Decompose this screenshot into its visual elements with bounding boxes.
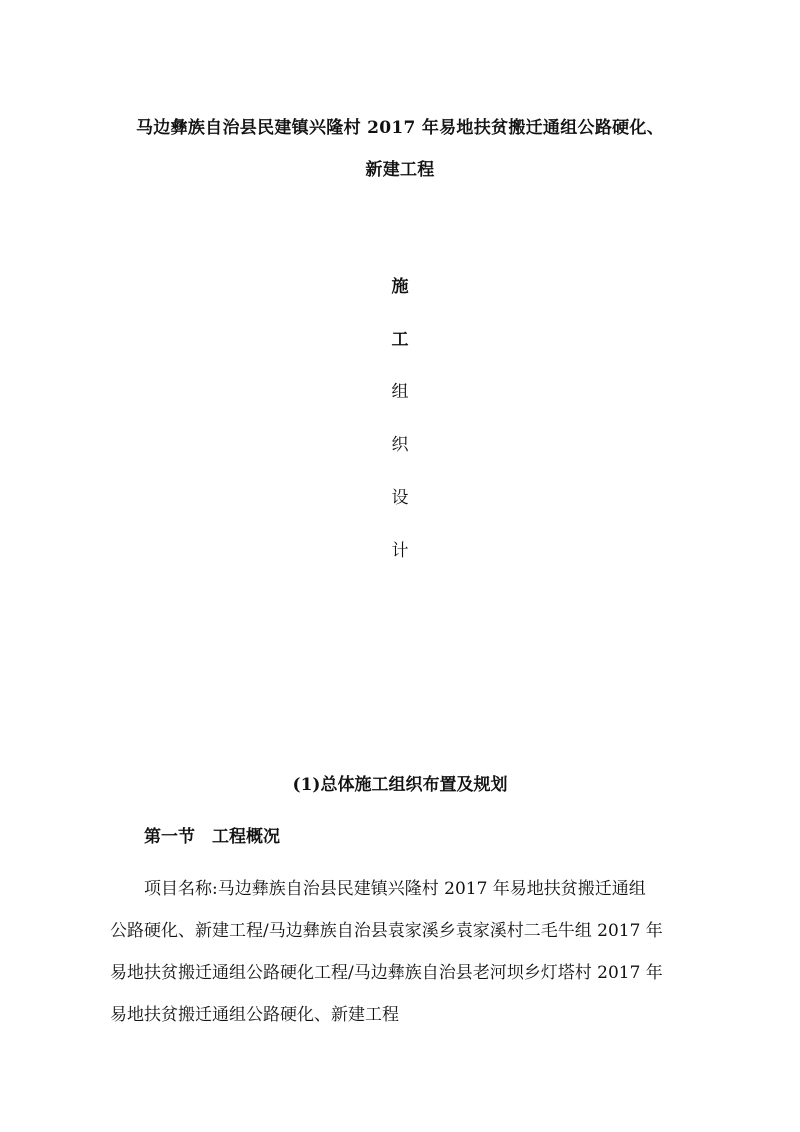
document-title-line-2: 新建工程: [365, 160, 435, 180]
document-title-line-1: 马边彝族自治县民建镇兴隆村 2017 年易地扶贫搬迁通组公路硬化、: [135, 118, 665, 138]
subsection-title: 第一节 工程概况: [144, 827, 280, 847]
paragraph-line-1: 项目名称:马边彝族自治县民建镇兴隆村 2017 年易地扶贫搬迁通组: [144, 879, 646, 899]
project-paragraph: [110, 868, 710, 1036]
paragraph-line-3: 易地扶贫搬迁通组公路硬化工程/马边彝族自治县老河坝乡灯塔村 2017 年: [110, 963, 663, 983]
vertical-title-char-1: 施: [391, 277, 409, 297]
section-heading: (1)总体施工组织布置及规划: [292, 775, 508, 795]
vertical-title-char-2: 工: [391, 330, 409, 350]
vertical-title-char-6: 计: [391, 541, 409, 561]
vertical-title-char-3: 组: [391, 382, 409, 402]
paragraph-line-4: 易地扶贫搬迁通组公路硬化、新建工程: [110, 1005, 399, 1025]
vertical-title-char-4: 织: [391, 435, 409, 455]
vertical-title-char-5: 设: [391, 488, 409, 508]
paragraph-line-2: 公路硬化、新建工程/马边彝族自治县袁家溪乡袁家溪村二毛牛组 2017 年: [110, 921, 663, 941]
